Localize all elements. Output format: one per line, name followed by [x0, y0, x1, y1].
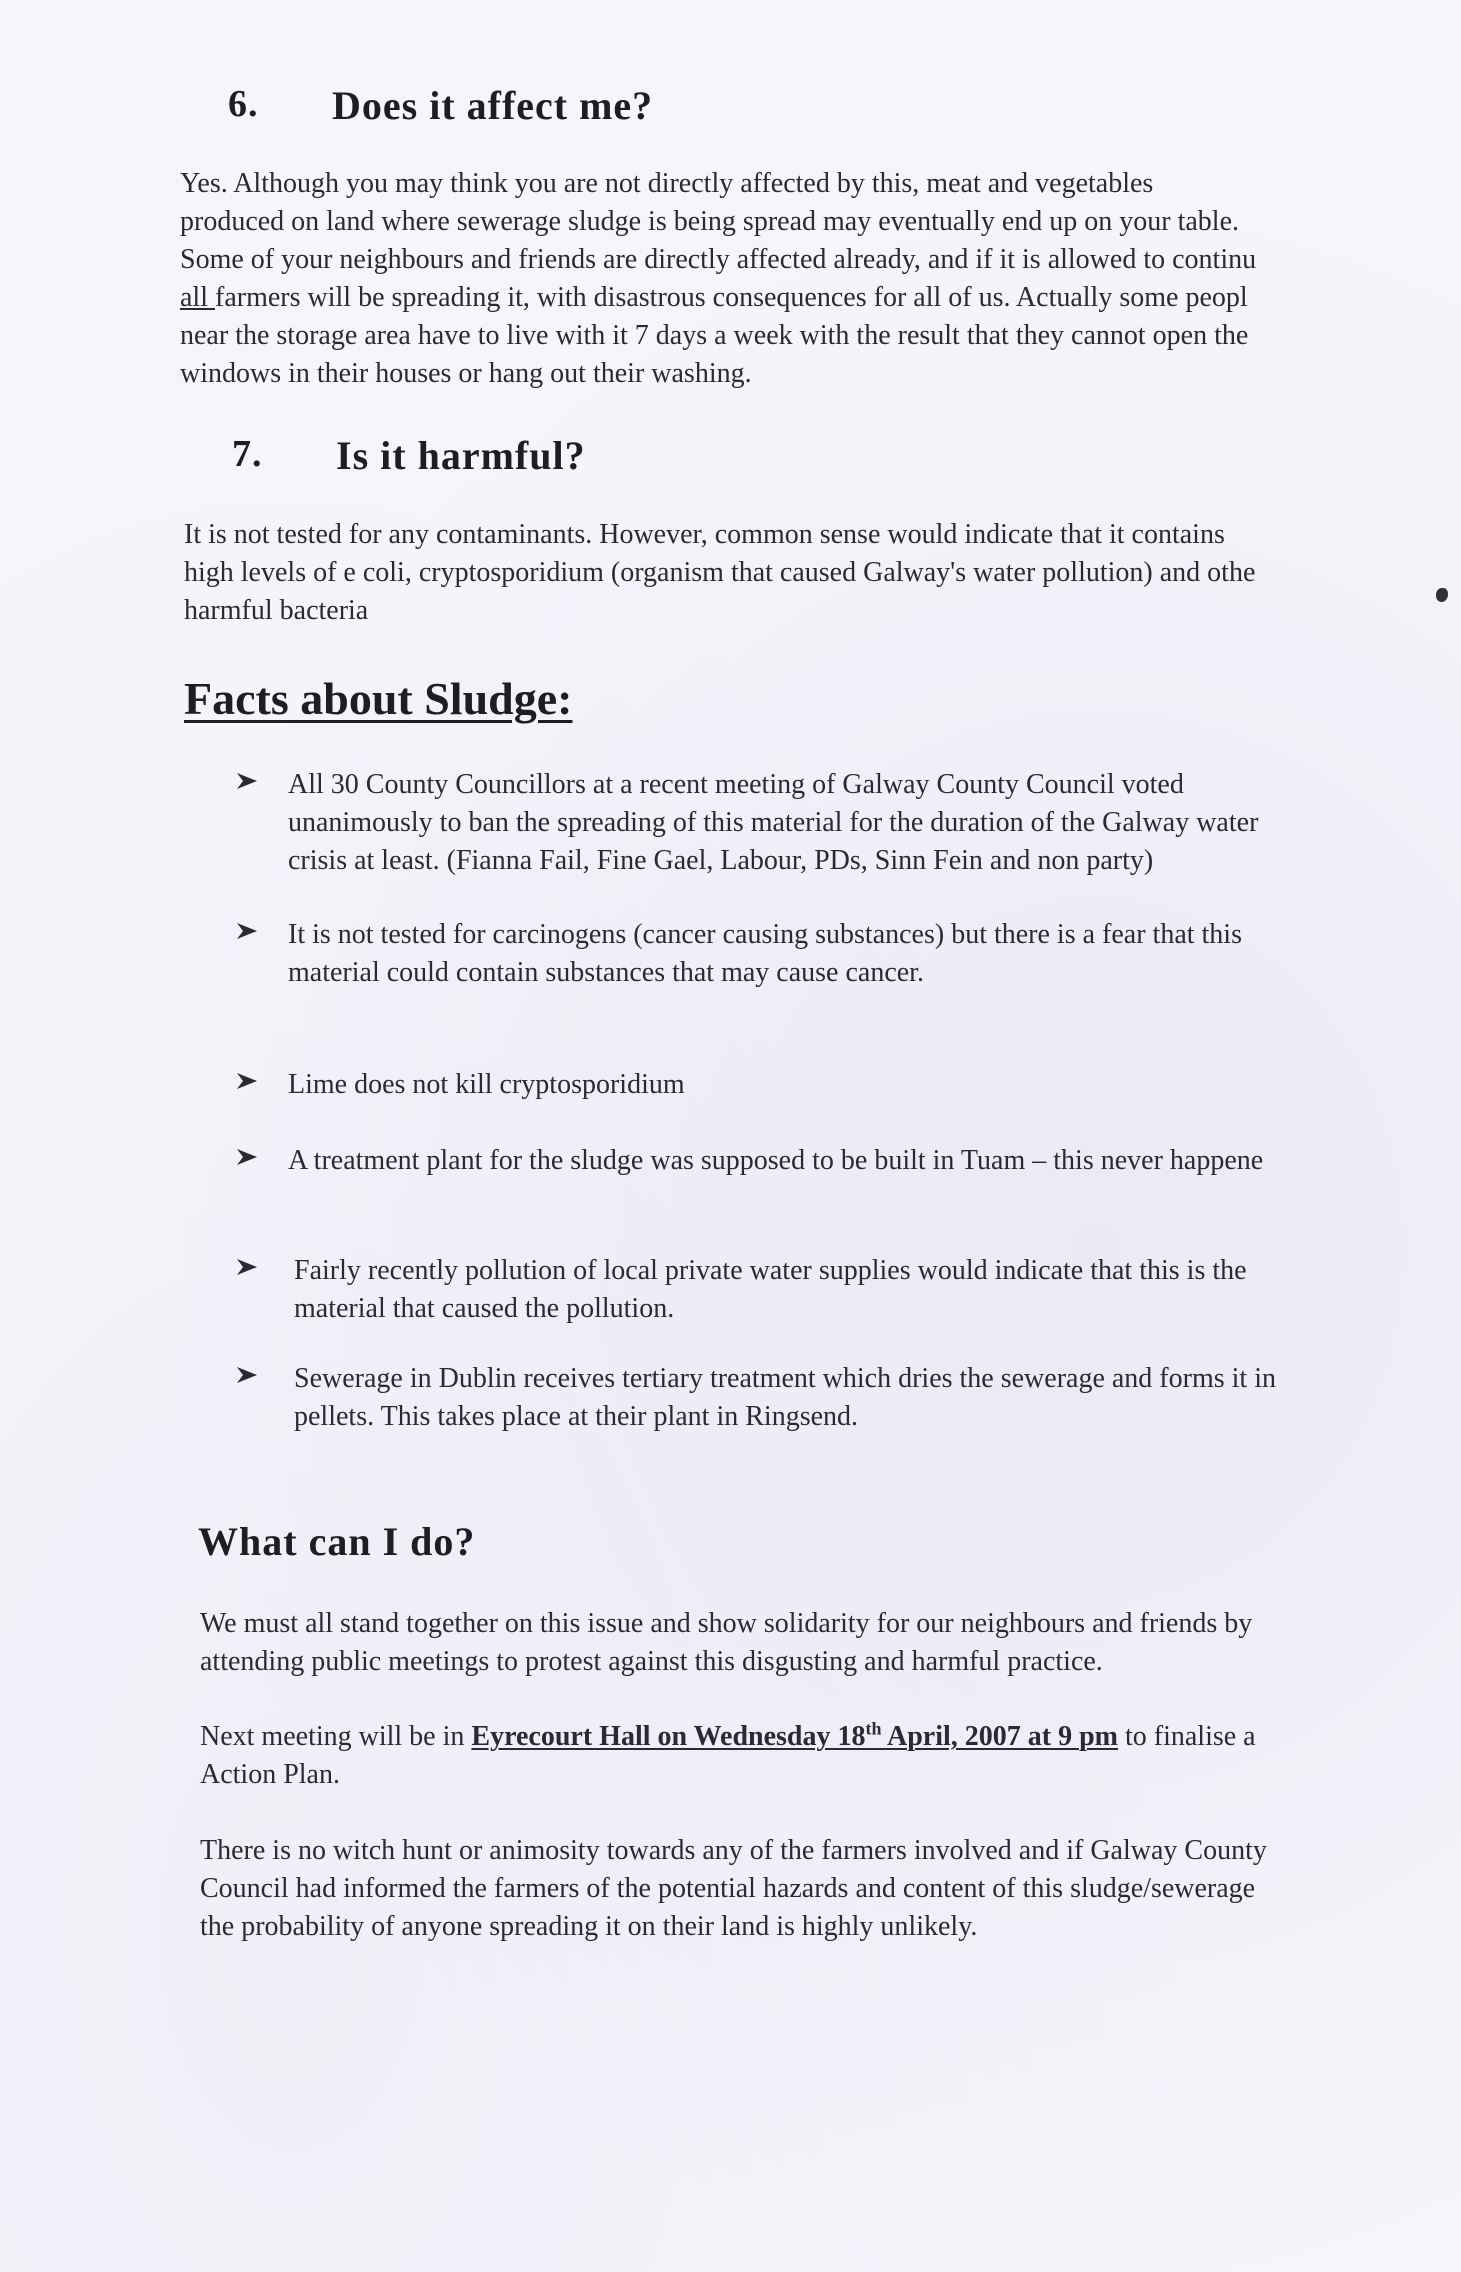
section-6-line: windows in their houses or hang out their washing.	[180, 358, 752, 389]
what-can-i-do-para-1: We must all stand together on this issue and show solidarity for our neighbours and friends by attending public meetings to protest against this disgusting and harmful practice.	[200, 1608, 1253, 1677]
section-6-number: 6.	[228, 83, 259, 125]
arrowhead-bullet-icon	[236, 1146, 258, 1168]
section-6-line: Yes. Although you may think you are not directly affected by this, meat and vegetables	[180, 168, 1154, 199]
what-can-i-do-title: What can I do?	[198, 1519, 476, 1564]
arrowhead-bullet-icon	[236, 920, 258, 942]
section-7-line: It is not tested for any contaminants. However, common sense would indicate that it contains	[184, 519, 1225, 550]
fact-text: Sewerage in Dublin receives tertiary treatment which dries the sewerage and forms it in pellets. This takes place at their plant in Ringsend.	[294, 1363, 1276, 1432]
meeting-venue-date: Eyrecourt Hall on Wednesday 18th April, 2007 at 9 pm	[471, 1718, 1118, 1752]
section-6-line: all farmers will be spreading it, with disastrous consequences for all of us. Actually some peopl	[180, 282, 1248, 313]
fact-text: Fairly recently pollution of local private water supplies would indicate that this is the material that caused the pollution.	[294, 1255, 1247, 1324]
section-7-body	[184, 516, 1255, 630]
section-6-line: produced on land where sewerage sludge is being spread may eventually end up on your table.	[180, 206, 1239, 237]
section-6-line: near the storage area have to live with it 7 days a week with the result that they cannot open the	[180, 320, 1249, 351]
next-meeting-para: Next meeting will be in Eyrecourt Hall on Wednesday 18th April, 2007 at 9 pm to finalise a Action Plan.	[200, 1718, 1256, 1790]
section-6-title: Does it affect me?	[332, 83, 654, 128]
section-6-line: Some of your neighbours and friends are directly affected already, and if it is allowed to continu	[180, 244, 1257, 275]
section-7-line: harmful bacteria	[184, 595, 369, 626]
ink-speck	[1436, 588, 1448, 602]
section-7-line: high levels of e coli, cryptosporidium (organism that caused Galway's water pollution) and othe	[184, 557, 1256, 588]
arrowhead-bullet-icon	[236, 1364, 258, 1386]
arrowhead-bullet-icon	[236, 770, 258, 792]
section-6-body	[180, 165, 1256, 393]
arrowhead-bullet-icon	[236, 1256, 258, 1278]
what-can-i-do-para-3: There is no witch hunt or animosity towards any of the farmers involved and if Galway County Council had informed the farmers of the potential hazards and content of this sludge/sewerage the probability of anyone spreading it on their land is highly unlikely.	[200, 1835, 1267, 1942]
arrowhead-bullet-icon	[236, 1070, 258, 1092]
section-7-number: 7.	[232, 433, 263, 475]
fact-text: It is not tested for carcinogens (cancer causing substances) but there is a fear that this material could contain substances that may cause cancer.	[288, 919, 1242, 988]
facts-title: Facts about Sludge:	[184, 673, 573, 724]
fact-text: A treatment plant for the sludge was supposed to be built in Tuam – this never happene	[288, 1145, 1264, 1176]
underlined-word: all	[180, 282, 215, 313]
fact-text: All 30 County Councillors at a recent meeting of Galway County Council voted unanimously to ban the spreading of this material for the duration of the Galway water crisis at least. (Fianna Fail, Fine Gael, Labour, PDs, Sinn Fein and non party)	[288, 769, 1259, 876]
fact-text: Lime does not kill cryptosporidium	[288, 1069, 685, 1100]
section-7-title: Is it harmful?	[336, 433, 586, 478]
